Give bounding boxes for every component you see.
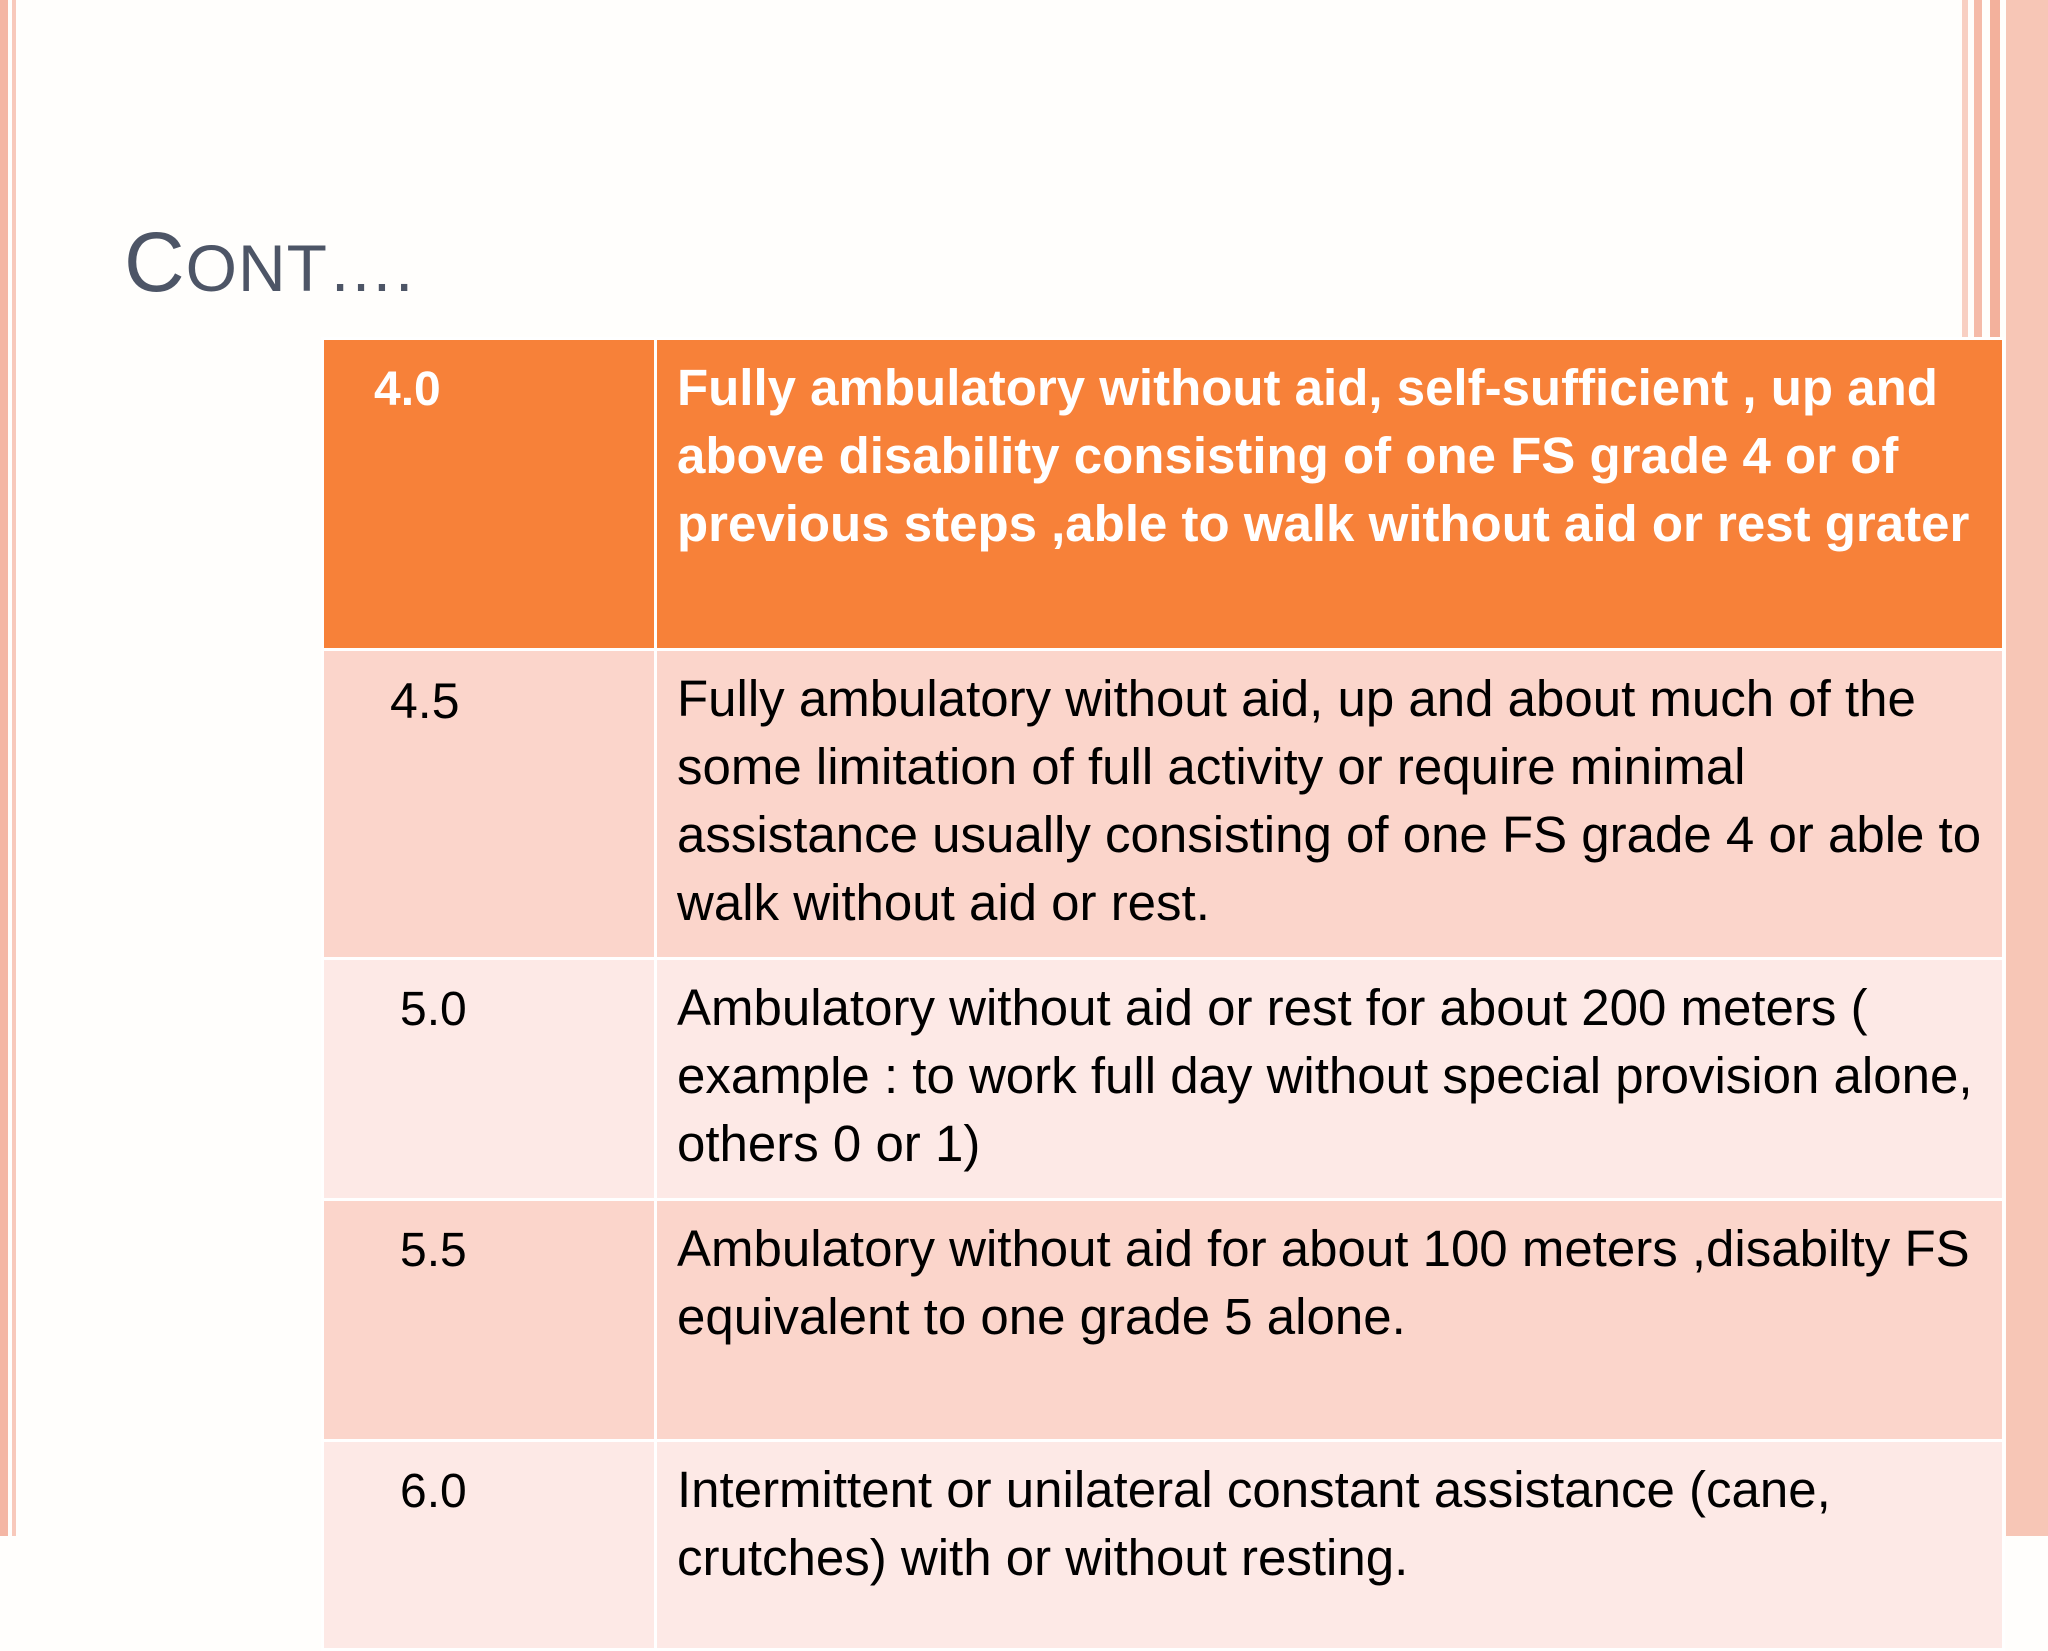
left-decorative-stripe-thin (12, 0, 16, 1536)
table-row (323, 1441, 2004, 1650)
slide-title (124, 212, 414, 318)
score-cell: 4.0 (323, 339, 656, 650)
left-decorative-stripe (0, 0, 8, 1536)
table-row (323, 1200, 2004, 1441)
description-cell: Ambulatory without aid or rest for about 200 meters ( example : to work full day without special provision alone, others 0 or 1) (656, 959, 2004, 1200)
score-cell: 6.0 (323, 1441, 656, 1650)
description-cell: Ambulatory without aid for about 100 meters ,disabilty FS equivalent to one grade 5 alone. (656, 1200, 2004, 1441)
score-cell: 5.5 (323, 1200, 656, 1441)
slide-title-first-letter: C (124, 215, 186, 309)
table-row (323, 959, 2004, 1200)
description-cell: Intermittent or unilateral constant assistance (cane, crutches) with or without resting. (656, 1441, 2004, 1650)
score-cell: 5.0 (323, 959, 656, 1200)
table-row (323, 650, 2004, 959)
description-cell: Fully ambulatory without aid, up and about much of the some limitation of full activity or require minimal assistance usually consisting of one FS grade 4 or able to walk without aid or rest. (656, 650, 2004, 959)
slide-title-rest: ONT…. (185, 231, 415, 305)
disability-scale-table (321, 337, 2005, 1651)
table-row (323, 339, 2004, 650)
score-cell: 4.5 (323, 650, 656, 959)
right-decorative-stripe-4 (2006, 0, 2048, 1536)
description-cell: Fully ambulatory without aid, self-sufficient , up and above disability consisting of one FS grade 4 or of previous steps ,able to walk without aid or rest grater (656, 339, 2004, 650)
